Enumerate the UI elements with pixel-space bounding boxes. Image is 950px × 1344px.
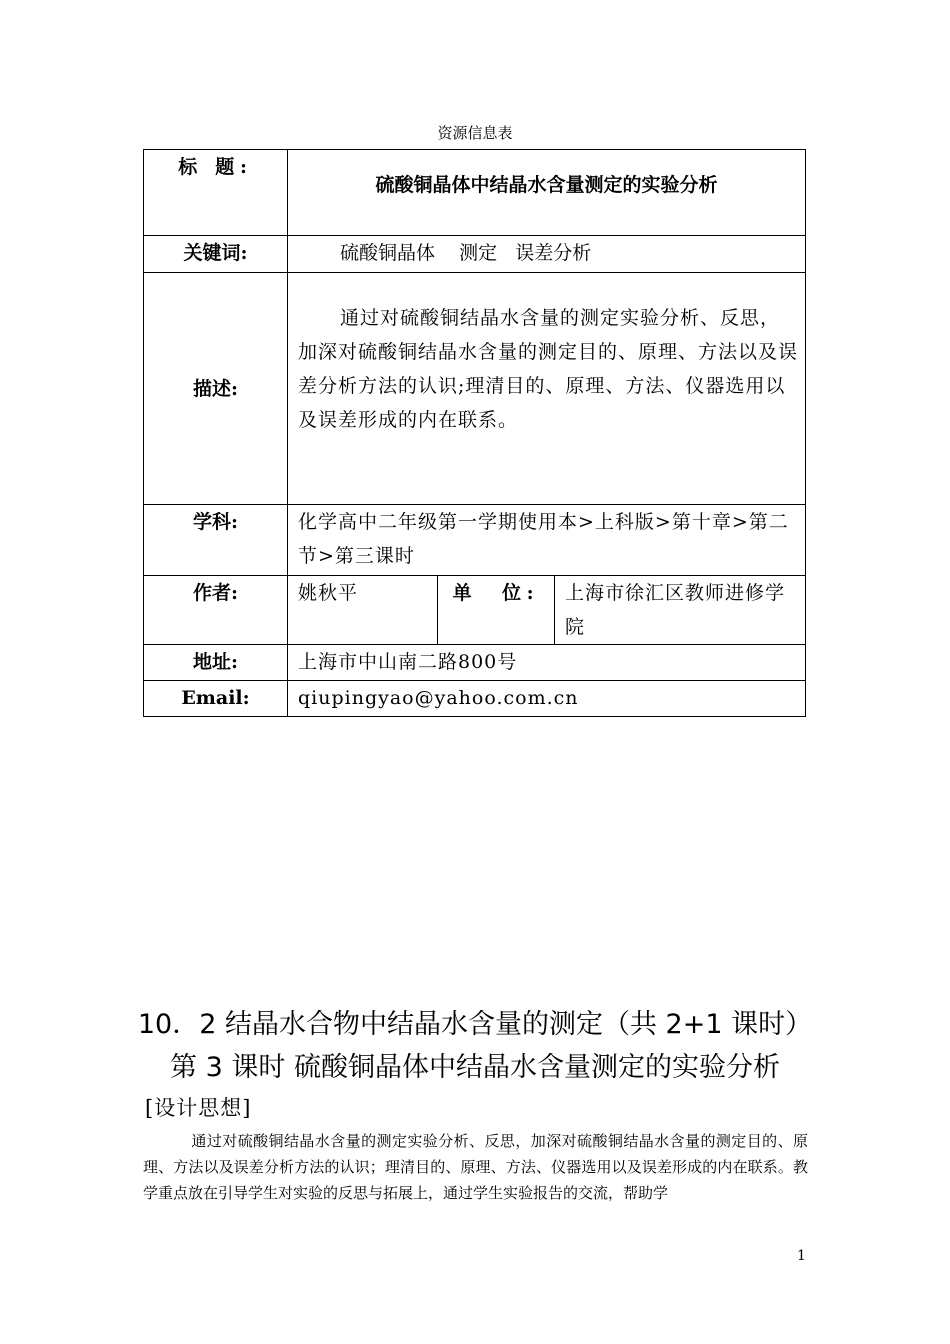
email-value: qiupingyao@yahoo.com.cn bbox=[288, 681, 806, 717]
table-caption: 资源信息表 bbox=[437, 124, 513, 142]
description-row bbox=[144, 273, 806, 505]
email-label: Email: bbox=[144, 681, 288, 717]
keywords-row bbox=[144, 236, 806, 273]
title-value: 硫酸铜晶体中结晶水含量测定的实验分析 bbox=[288, 150, 806, 236]
keywords-value: 硫酸铜晶体 测定 误差分析 bbox=[288, 236, 806, 273]
design-paragraph bbox=[143, 1128, 808, 1206]
design-heading: [设计思想] bbox=[145, 1096, 252, 1120]
subject-label: 学科: bbox=[144, 505, 288, 576]
unit-value: 上海市徐汇区教师进修学院 bbox=[555, 576, 806, 645]
page-number: 1 bbox=[797, 1248, 806, 1264]
address-label: 地址: bbox=[144, 645, 288, 681]
address-row bbox=[144, 645, 806, 681]
design-text: 通过对硫酸铜结晶水含量的测定实验分析、反思，加深对硫酸铜结晶水含量的测定目的、原理、方法以及误差分析方法的认识；理清目的、原理、方法、仪器选用以及误差形成的内在联系。教学重点放在引导学生对实验的反思与拓展上，通过学生实验报告的交流，帮助学 bbox=[143, 1132, 808, 1202]
resource-info-table bbox=[143, 149, 806, 717]
description-value: 通过对硫酸铜结晶水含量的测定实验分析、反思，加深对硫酸铜结晶水含量的测定目的、原理、方法以及误差分析方法的认识;理清目的、原理、方法、仪器选用以及误差形成的内在联系。 bbox=[298, 307, 799, 431]
address-value: 上海市中山南二路800号 bbox=[288, 645, 806, 681]
description-cell bbox=[288, 273, 806, 505]
subject-row bbox=[144, 505, 806, 576]
author-label: 作者: bbox=[144, 576, 288, 645]
section-heading: 10．2 结晶水合物中结晶水含量的测定（共 2+1 课时） bbox=[137, 1009, 813, 1040]
description-label: 描述: bbox=[144, 273, 288, 505]
lesson-heading: 第 3 课时 硫酸铜晶体中结晶水含量测定的实验分析 bbox=[170, 1052, 780, 1083]
unit-label: 单 位: bbox=[438, 576, 555, 645]
title-row bbox=[144, 150, 806, 236]
subject-value: 化学高中二年级第一学期使用本>上科版>第十章>第二节>第三课时 bbox=[288, 505, 806, 576]
keywords-label: 关键词: bbox=[144, 236, 288, 273]
title-label: 标 题: bbox=[144, 150, 288, 236]
email-row bbox=[144, 681, 806, 717]
author-row bbox=[144, 576, 806, 645]
author-value: 姚秋平 bbox=[288, 576, 438, 645]
